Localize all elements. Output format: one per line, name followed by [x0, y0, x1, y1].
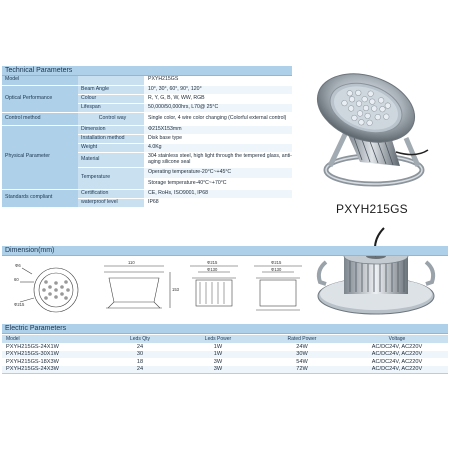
tech-value: CE, RoHs, ISO9001, IP68 — [144, 189, 292, 198]
electric-header-row — [2, 335, 448, 343]
electric-row — [2, 343, 448, 351]
electric-parameters-heading: Electric Parameters — [2, 324, 448, 334]
electric-cell: AC/DC24V, AC220V — [371, 358, 423, 365]
header-leds-qty: Leds Qty — [102, 335, 178, 343]
dimension-drawings — [14, 258, 314, 318]
dimension-heading: Dimension(mm) — [2, 246, 448, 256]
tech-value: Storage temperature-40°C~+70°C — [144, 178, 292, 189]
tech-row — [2, 112, 292, 125]
dim-label-d2: 60 — [14, 277, 19, 282]
electric-cell: PXYH215GS-18X3W — [6, 358, 59, 365]
electric-cell: 30W — [258, 351, 346, 359]
header-model: Model — [2, 335, 102, 343]
tech-sub-label: Control way — [78, 112, 144, 125]
tech-value: Disk base type — [144, 134, 292, 143]
electric-cell: PXYH215GS-24X1W — [6, 343, 59, 350]
electric-cell: PXYH215GS-24X3W — [2, 366, 102, 374]
header-leds-power: Leds Power — [178, 335, 258, 343]
dim-label-d3: Φ215 — [14, 302, 25, 307]
technical-parameters-table — [2, 76, 292, 208]
electric-cell: AC/DC24V, AC220V — [346, 351, 448, 359]
spotlight-photo — [296, 66, 446, 196]
dim-label-d1: Φ6 — [15, 263, 21, 268]
electric-cell: AC/DC24V, AC220V — [346, 366, 448, 374]
tech-group-label: Optical Performance — [2, 85, 78, 112]
tech-value: Single color, 4 wire color changing (Colorful external control) — [144, 112, 292, 125]
electric-cell: AC/DC24V, AC220V — [371, 343, 423, 350]
tech-row — [2, 189, 292, 198]
tech-value: 10°, 30°, 60°, 90°, 120° — [144, 85, 292, 94]
dim-label-top-h: 153 — [172, 287, 179, 292]
tech-sub-label: Material — [78, 152, 144, 167]
product-title: PXYH215GS — [336, 202, 408, 216]
electric-row — [2, 358, 448, 366]
electric-cell: 1W — [213, 343, 223, 350]
header-rated-power: Rated Power — [258, 335, 346, 343]
tech-sub-label: Certification — [78, 189, 144, 198]
electric-cell: 24 — [102, 366, 178, 374]
tech-row — [2, 76, 292, 85]
technical-parameters-heading: Technical Parameters — [2, 66, 292, 76]
electric-parameters-table — [2, 335, 448, 374]
tech-sub-label: Colour — [78, 94, 144, 103]
tech-sub-label: Dimension — [78, 125, 144, 134]
dim-label-side2b: Φ130 — [271, 267, 282, 272]
electric-row — [2, 351, 448, 359]
tech-sub-label: Temperature — [78, 167, 144, 189]
electric-cell: 24 — [136, 343, 144, 350]
electric-cell: 3W — [178, 366, 258, 374]
electric-cell: 24W — [296, 343, 308, 350]
tech-group-label: Model — [2, 76, 78, 85]
electric-cell: 72W — [258, 366, 346, 374]
header-voltage: Voltage — [346, 335, 448, 343]
tech-sub-label: Weight — [78, 143, 144, 152]
electric-row — [2, 366, 448, 374]
electric-cell: 30 — [102, 351, 178, 359]
electric-cell: PXYH215GS-30X1W — [2, 351, 102, 359]
dim-label-side2a: Φ215 — [271, 260, 282, 265]
tech-value: IP68 — [144, 198, 292, 207]
dim-label-side1a: Φ215 — [207, 260, 218, 265]
dim-label-side1b: Φ130 — [207, 267, 218, 272]
tech-row — [2, 85, 292, 94]
tech-sub-label: waterproof level — [78, 198, 144, 207]
tech-value: Operating temperature-20°C~+45°C — [144, 167, 292, 178]
electric-cell: 18 — [136, 358, 144, 365]
electric-cell: 3W — [213, 358, 223, 365]
tech-value: Φ215X153mm — [144, 125, 292, 134]
tech-value: 304 stainless steel, high light through the tempered glass, anti-aging silicone seal — [144, 152, 292, 167]
tech-value: 4.0Kg — [144, 143, 292, 152]
electric-cell: 1W — [178, 351, 258, 359]
electric-cell: 54W — [296, 358, 308, 365]
base-photo — [306, 222, 446, 322]
tech-group-label: Control method — [2, 112, 78, 125]
dim-label-top-w: 110 — [128, 260, 135, 265]
tech-value: 50,000/50,000hrs, L70@ 25°C — [144, 103, 292, 112]
tech-sub-label: Installation method — [78, 134, 144, 143]
tech-value: R, Y, G, B, W, WW, RGB — [144, 94, 292, 103]
tech-group-label: Physical Parameter — [2, 125, 78, 189]
tech-sub-label: Beam Angle — [78, 85, 144, 94]
tech-row — [2, 125, 292, 134]
tech-value: PXYH215GS — [144, 76, 292, 85]
tech-sub-label: Lifespan — [78, 103, 144, 112]
tech-group-label: Standards compliant — [2, 189, 78, 207]
tech-sub-label — [78, 76, 144, 85]
